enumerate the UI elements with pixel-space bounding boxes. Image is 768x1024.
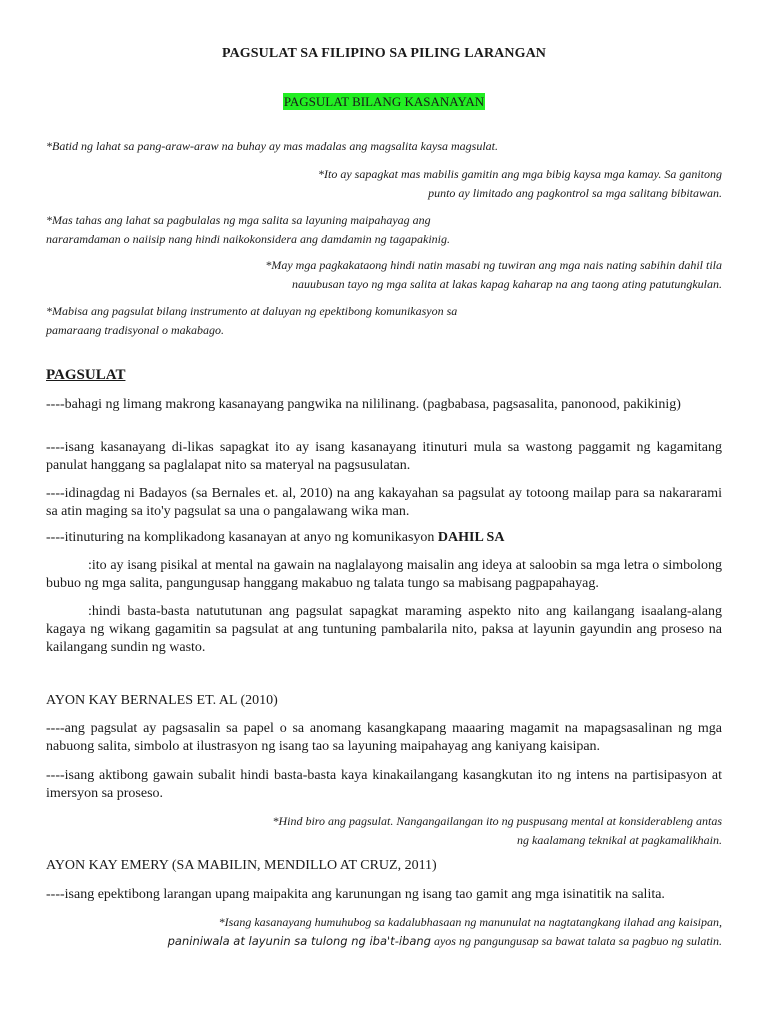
note-4-line-1: *May mga pagkakataong hindi natin masabi ng tuwiran ang mga nais nating sabihin dahil tila bbox=[265, 258, 722, 272]
pagsulat-paragraph-2: ----isang kasanayang di-likas sapagkat ito ay isang kasanayang itinuturi mula sa wastong paggamit ng kagamitang panulat hanggang sa paglalapat nito sa materyal na pagsusulatan. bbox=[46, 440, 722, 473]
bernales-note bbox=[82, 812, 722, 850]
highlighted-subtitle: PAGSULAT BILANG KASANAYAN bbox=[283, 94, 485, 109]
bernales-note-line-1: *Hind biro ang pagsulat. Nangangailangan ito ng puspusang mental at konsiderableng antas bbox=[272, 814, 722, 828]
pagsulat-paragraph-4-emphasis: DAHIL SA bbox=[437, 530, 505, 545]
note-2 bbox=[122, 165, 722, 203]
note-1: *Batid ng lahat sa pang-araw-araw na buhay ay mas madalas ang magsalita kaysa magsulat. bbox=[46, 139, 498, 153]
emery-paragraph-1: ----isang epektibong larangan upang maipakita ang karunungan ng isang tao gamit ang mga isinatitik na salita. bbox=[46, 887, 665, 902]
pagsulat-paragraph-4 bbox=[46, 529, 504, 547]
subtitle-container bbox=[0, 93, 768, 111]
note-4 bbox=[82, 256, 722, 294]
emery-note-line-2-start: paniniwala at layunin sa tulong ng iba't-ibang bbox=[167, 934, 431, 948]
emery-note bbox=[42, 913, 722, 951]
emery-note-line-2 bbox=[42, 932, 722, 951]
bernales-paragraph-1: ----ang pagsulat ay pagsasalin sa papel o sa anomang kasangkapang maaaring magamit na mapagsasalinan ng mga nabuong salita, simbolo at ilustrasyon ng isang tao sa layuning maipahayag ang kaniyang kaisipan. bbox=[46, 721, 722, 754]
pagsulat-paragraph-6: :hindi basta-basta natututunan ang pagsulat sapagkat maraming aspekto nito ang kailangang isaalang-alang kagaya ng wikang gagamitin sa pagsulat at ang tuntuning pambalarila nito, paksa at layunin gayundin ang proseso na kailangang sundin ng wasto. bbox=[46, 604, 722, 655]
pagsulat-paragraph-1: ----bahagi ng limang makrong kasanayang pangwika na nililinang. (pagbabasa, pagsasalita, panonood, pakikinig) bbox=[46, 397, 681, 412]
bernales-paragraph-2: ----isang aktibong gawain subalit hindi basta-basta kaya kinakailangang kasangkutan ito ng intens na partisipasyon at imersyon sa proseso. bbox=[46, 768, 722, 801]
note-2-line-2: punto ay limitado ang pagkontrol sa mga salitang bibitawan. bbox=[428, 186, 722, 200]
section-heading-bernales: AYON KAY BERNALES ET. AL (2010) bbox=[46, 693, 278, 708]
note-4-line-2: nauubusan tayo ng mga salita at lakas kapag kaharap na ang taong ating patutungkulan. bbox=[292, 277, 722, 291]
section-heading-pagsulat: PAGSULAT bbox=[46, 367, 126, 383]
bernales-note-line-2: ng kaalamang teknikal at pagkamalikhain. bbox=[517, 833, 722, 847]
emery-note-line-2-end: ayos ng pangungusap sa bawat talata sa pagbuo ng sulatin. bbox=[430, 934, 722, 948]
note-5-line-1: *Mabisa ang pagsulat bilang instrumento at daluyan ng epektibong komunikasyon sa bbox=[46, 304, 458, 318]
pagsulat-paragraph-4-text: ----itinuturing na komplikadong kasanayan at anyo ng komunikasyon bbox=[46, 530, 438, 545]
pagsulat-paragraph-3: ----idinagdag ni Badayos (sa Bernales et. al, 2010) na ang kakayahan sa pagsulat ay totoong mailap para sa nakararami sa atin maging sa ito'y pagsulat sa una o pangalawang wika man. bbox=[46, 486, 722, 519]
section-heading-emery: AYON KAY EMERY (SA MABILIN, MENDILLO AT CRUZ, 2011) bbox=[46, 858, 437, 873]
note-3 bbox=[46, 211, 646, 249]
note-5-line-2: pamaraang tradisyonal o makabago. bbox=[46, 323, 224, 337]
note-5 bbox=[46, 302, 646, 340]
pagsulat-paragraph-5: :ito ay isang pisikal at mental na gawain na naglalayong maisalin ang ideya at saloobin sa mga letra o simbolong bubuo ng mga salita, pangungusap hanggang makabuo ng talata tungo sa mabisang pagpapahayag. bbox=[46, 558, 722, 591]
note-3-line-1: *Mas tahas ang lahat sa pagbulalas ng mga salita sa layuning maipahayag ang bbox=[46, 213, 431, 227]
note-2-line-1: *Ito ay sapagkat mas mabilis gamitin ang mga bibig kaysa mga kamay. Sa ganitong bbox=[318, 167, 722, 181]
page-title: PAGSULAT SA FILIPINO SA PILING LARANGAN bbox=[221, 46, 546, 61]
note-3-line-2: nararamdaman o naiisip nang hindi naikokonsidera ang damdamin ng tagapakinig. bbox=[46, 232, 450, 246]
emery-note-line-1: *Isang kasanayang humuhubog sa kadalubhasaan ng manunulat na nagtatangkang ilahad ang kaisipan, bbox=[218, 915, 722, 929]
